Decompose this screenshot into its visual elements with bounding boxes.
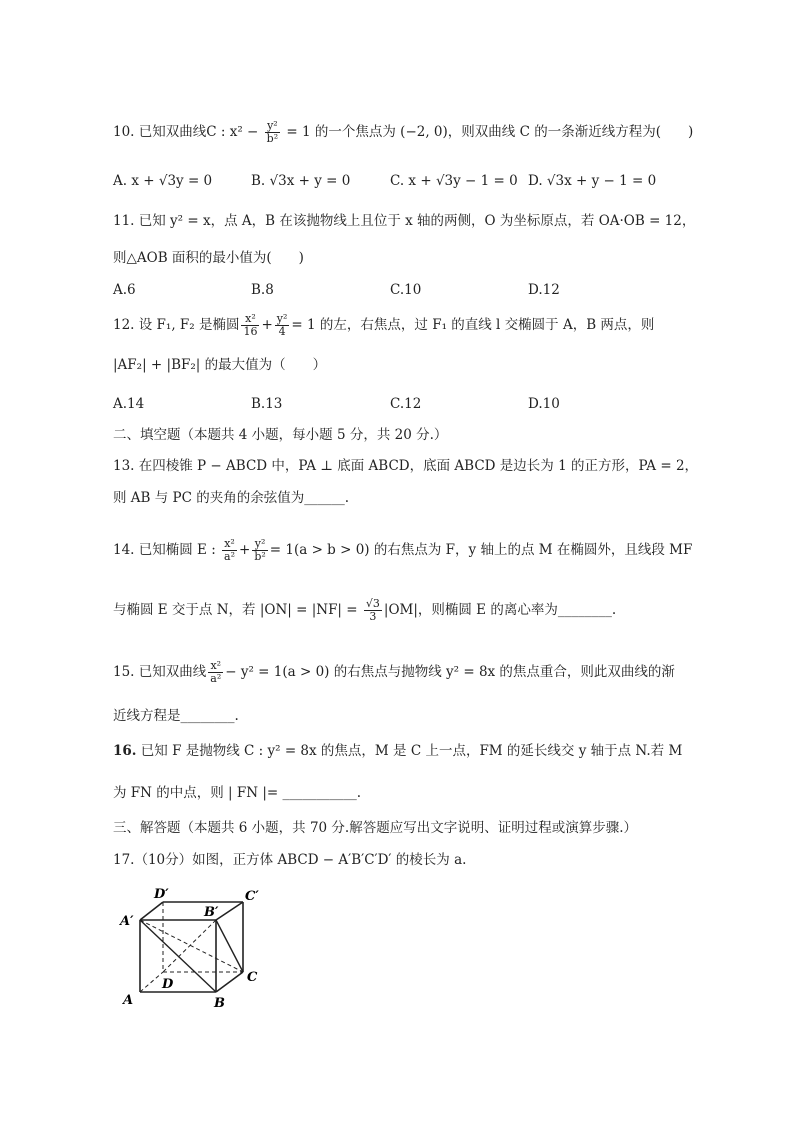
q12-stem-b: = 1 的左，右焦点，过 F₁ 的直线 l 交椭圆于 A，B 两点，则 [291,317,655,333]
q15-frac-den: a² [210,672,222,685]
q10-option-d: D. √3x + y − 1 = 0 [528,173,657,189]
q10-option-c: C. x + √3y − 1 = 0 [390,173,518,189]
q14-line2 [113,598,616,623]
label-d1: D′ [154,887,169,902]
q14-frac2-num: y² [252,538,267,551]
q11-option-c: C.10 [390,282,422,298]
q15-stem [113,660,675,685]
q12-stem [113,313,654,338]
q16-line1-text: 已知 F 是抛物线 C : y² = 8x 的焦点，M 是 C 上一点，FM 的延长线交 y 轴于点 N.若 M [136,743,683,759]
label-a: A [123,993,134,1008]
q12-frac1-num: x² [241,313,259,326]
q12-frac2-den: 4 [278,325,286,338]
q14-fraction-3 [364,598,382,623]
q13-line1: 13. 在四棱锥 P − ABCD 中，PA ⊥ 底面 ABCD，底面 ABCD 是边长为 1 的正方形，PA = 2， [113,458,699,474]
edge-b1-c1 [216,902,243,920]
q13-line2: 则 AB 与 PC 的夹角的余弦值为______. [113,490,350,506]
q14-plus: + [239,542,251,558]
q14-line2-b: |OM|，则椭圆 E 的离心率为________. [383,602,617,618]
q14-fraction-2 [252,538,267,563]
q11-line1: 11. 已知 y² = x，点 A，B 在该抛物线上且位于 x 轴的两侧，O 为坐标原点，若 OA·OB = 12， [113,213,696,229]
q16-line2: 为 FN 的中点，则 | FN |= ___________. [113,785,362,801]
q14-stem-a: 14. 已知椭圆 E : [113,542,221,558]
q12-fraction-1 [241,313,259,338]
q12-option-d: D.10 [528,396,560,412]
q12-option-c: C.12 [390,396,422,412]
label-c: C [247,970,258,985]
q15-stem-b: − y² = 1(a > 0) 的右焦点与抛物线 y² = 8x 的焦点重合，则此双曲线的渐 [225,664,675,680]
q12-plus: + [261,317,273,333]
q10-frac-den: b² [266,132,279,145]
label-b1: B′ [204,905,219,920]
q17-line1: 17.（10分）如图，正方体 ABCD − A′B′C′D′ 的棱长为 a. [113,852,467,868]
q14-fraction-1 [222,538,237,563]
q15-line2: 近线方程是________. [113,708,239,724]
q10-option-a: A. x + √3y = 0 [113,173,213,189]
q15-stem-a: 15. 已知双曲线 [113,664,207,680]
edge-b-c [216,972,243,992]
edge-a1-d1 [140,902,163,920]
label-b: B [214,996,225,1011]
q10-option-b: B. √3x + y = 0 [251,173,351,189]
q11-option-a: A.6 [113,282,136,298]
q10-stem-b: = 1 的一个焦点为 (−2, 0)，则双曲线 C 的一条渐近线方程为( ) [282,124,694,140]
q12-frac2-num: y² [276,312,288,325]
cube-figure [118,880,288,1020]
q10-fraction [265,120,280,145]
q14-frac2-den: b² [254,550,266,563]
q14-frac1-num: x² [222,538,237,551]
q10-stem-a: 10. 已知双曲线 [113,124,207,140]
q10-frac-num: y² [265,120,280,133]
q12-option-b: B.13 [251,396,283,412]
q12-line2: |AF₂| + |BF₂| 的最大值为（ ） [113,357,327,373]
diag-a1-c-hidden [140,920,243,972]
q11-option-d: D.12 [528,282,560,298]
q14-stem-b: = 1(a > b > 0) 的右焦点为 F，y 轴上的点 M 在椭圆外，且线段 MF [269,542,693,558]
q15-frac-num: x² [208,660,223,673]
q14-line2-a: 与椭圆 E 交于点 N，若 |ON| = |NF| = [113,602,362,618]
section-2-heading: 二、填空题（本题共 4 小题，每小题 5 分，共 20 分.） [113,427,448,443]
q14-stem [113,538,692,563]
label-d: D [162,977,174,992]
diag-b1-c [216,920,243,972]
q14-frac3-num: √3 [365,597,380,610]
q14-frac1-den: a² [224,550,236,563]
q10-curve: C : x² − [206,124,263,140]
section-3-heading: 三、解答题（本题共 6 小题，共 70 分.解答题应写出文字说明、证明过程或演算步骤.） [113,820,638,836]
q12-frac1-den: 16 [243,325,258,338]
edge-a-d-hidden [140,972,163,992]
q12-stem-a: 12. 设 F₁, F₂ 是椭圆 [113,317,240,333]
q11-line2: 则△AOB 面积的最小值为( ) [113,250,304,266]
q12-fraction-2 [275,313,290,338]
q16-line1 [113,741,682,761]
q14-frac3-den: 3 [369,610,377,623]
diag-b1-d-hidden [163,920,216,972]
q11-option-b: B.8 [251,282,274,298]
q12-option-a: A.14 [113,396,145,412]
q16-number: 16. [113,743,137,759]
q15-fraction [208,660,223,685]
label-a1: A′ [120,914,134,929]
q10-stem [113,120,693,145]
label-c1: C′ [245,889,259,904]
